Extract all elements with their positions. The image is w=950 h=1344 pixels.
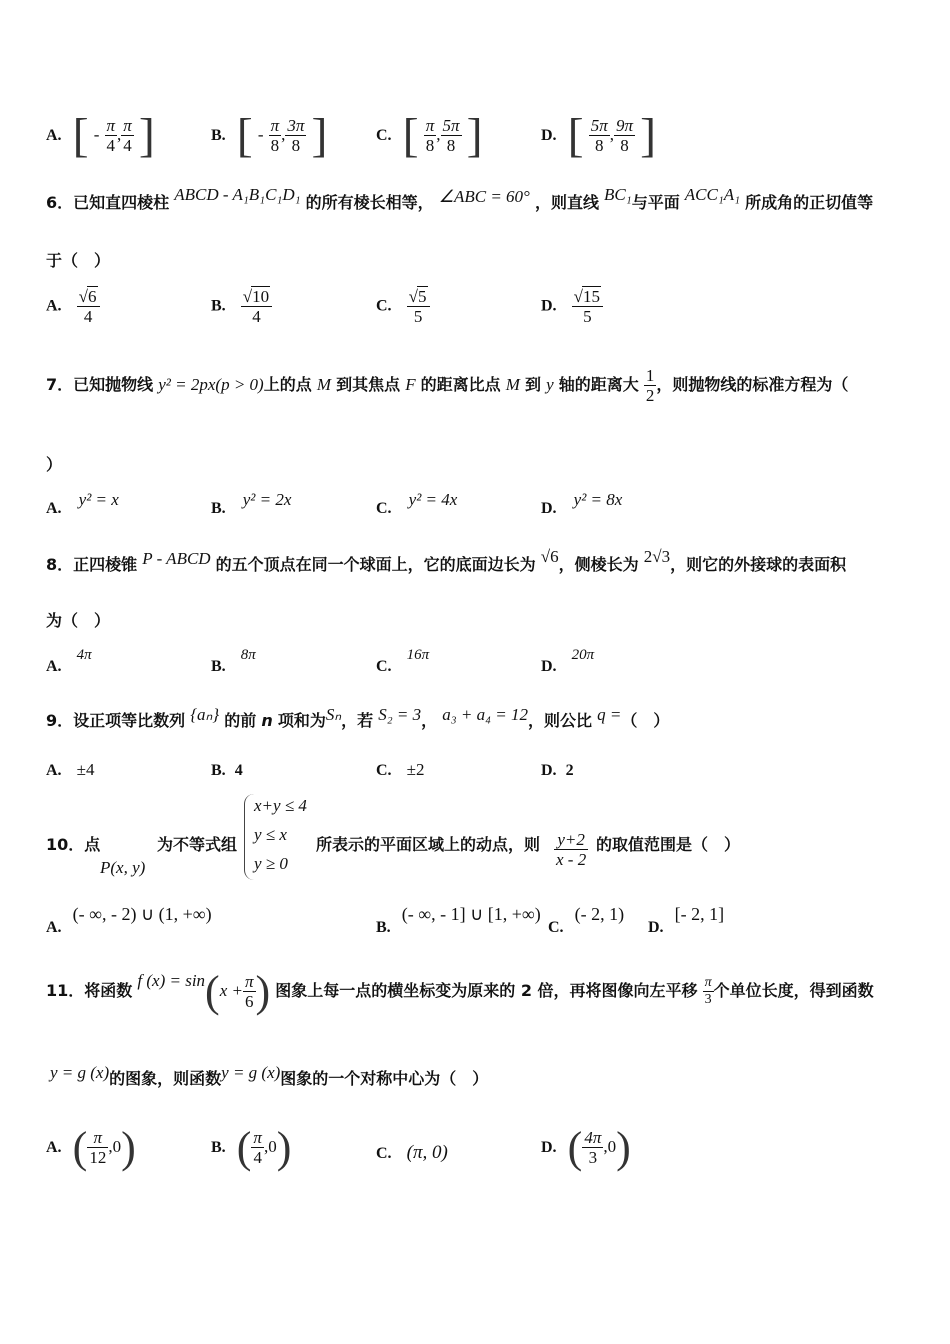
q7-stem-cont: ）: [46, 455, 63, 474]
q9-option-b[interactable]: B. 4: [211, 762, 243, 779]
q11-option-a[interactable]: A. ( $\frac{\pi}{12}$ ,0): [46, 1123, 136, 1172]
q7-stem: 7．已知抛物线 y² = 2px(p > 0)上的点 M 到其焦点 F 的距离比点 M 到 y 轴的距离大 $\frac{1}{2}$ ，则抛物线的标准方程为（: [46, 366, 849, 405]
q8-option-b[interactable]: B. 8π: [211, 647, 256, 675]
q9-option-d[interactable]: D. 2: [541, 762, 574, 779]
q5-option-b[interactable]: B. [ - $\frac{\pi}{8}$ , $\frac{3\pi}{8}$ ]: [211, 109, 328, 162]
q10-text-c: 的取值范围是（ ）: [596, 835, 741, 854]
q7-option-c[interactable]: C. y² = 4x: [376, 490, 458, 517]
q10-text-b: 所表示的平面区域上的动点，则: [316, 835, 541, 854]
q11-stem: 11．将函数 f (x) = sin(x + $\frac{\pi}{6}$ ) 图象上每一点的横坐标变为原来的 2 倍，再将图像向左平移 $\frac{\pi}{3}$ 个单位长度，得到函数: [46, 967, 874, 1016]
q9-stem: 9．设正项等比数列 {aₙ} 的前 n 项和为Sₙ，若 S₂ = 3， a₃ + a₄ = 12，则公比 q =（ ）: [46, 705, 670, 730]
q8-option-c[interactable]: C. 16π: [376, 647, 430, 675]
q11-stem-cont: y = g (x)的图象，则函数y = g (x)图象的一个对称中心为（ ）: [50, 1063, 489, 1088]
q8-stem-cont: 为（ ）: [46, 611, 111, 630]
q10-point: P(x, y): [100, 858, 146, 877]
q6-option-c[interactable]: C. $\frac{√5}{5}$: [376, 286, 430, 326]
bracket-right: ]: [138, 109, 155, 162]
q10-option-b[interactable]: B. (- ∞, - 1] ∪ [1, +∞): [376, 904, 541, 936]
q7-option-b[interactable]: B. y² = 2x: [211, 490, 292, 517]
q6-option-b[interactable]: B. $\frac{√10}{4}$: [211, 286, 272, 326]
q9-option-a[interactable]: A. ±4: [46, 760, 95, 779]
q6-stem-cont: 于（ ）: [46, 251, 111, 270]
q10-fraction: $\frac{y+2}{x - 2}$: [556, 830, 587, 869]
q10-text-a: 为不等式组: [157, 835, 238, 854]
q8-option-a[interactable]: A. 4π: [46, 647, 92, 675]
q10-option-a[interactable]: A. (- ∞, - 2) ∪ (1, +∞): [46, 904, 212, 936]
q10-option-c[interactable]: C. (- 2, 1): [548, 904, 625, 936]
q5-option-a[interactable]: A. [ - $\frac{\pi}{4}$ , $\frac{\pi}{4}$ ]: [46, 109, 155, 162]
q6-stem: 6．已知直四棱柱 ABCD - A₁B₁C₁D₁ 的所有棱长相等， ∠ABC = 60° ，则直线 BC₁与平面 ACC₁A₁ 所成角的正切值等: [46, 185, 874, 212]
q11-option-b[interactable]: B. ( $\frac{\pi}{4}$ ,0): [211, 1123, 292, 1172]
q11-option-c[interactable]: C. (π, 0): [376, 1142, 448, 1163]
q6-option-a[interactable]: A. $\frac{√6}{4}$: [46, 286, 100, 326]
q8-option-d[interactable]: D. 20π: [541, 647, 595, 675]
q10-number: 10．点: [46, 835, 101, 854]
q5-option-c[interactable]: C. [ $\frac{\pi}{8}$ , $\frac{5\pi}{8}$ ]: [376, 109, 483, 162]
q10-option-d[interactable]: D. [- 2, 1]: [648, 904, 725, 936]
q7-option-a[interactable]: A. y² = x: [46, 490, 119, 517]
q8-stem: 8．正四棱锥 P - ABCD 的五个顶点在同一个球面上，它的底面边长为 √6，侧棱长为 2√3，则它的外接球的表面积: [46, 547, 847, 574]
q7-option-d[interactable]: D. y² = 8x: [541, 490, 623, 517]
q11-option-d[interactable]: D. ( $\frac{4\pi}{3}$ ,0): [541, 1123, 631, 1172]
q9-option-c[interactable]: C. ±2: [376, 760, 425, 779]
q5-option-d[interactable]: D. [ $\frac{5\pi}{8}$ , $\frac{9\pi}{8}$ ]: [541, 109, 657, 162]
bracket-left: [: [72, 109, 89, 162]
q6-option-d[interactable]: D. $\frac{√15}{5}$: [541, 286, 603, 326]
